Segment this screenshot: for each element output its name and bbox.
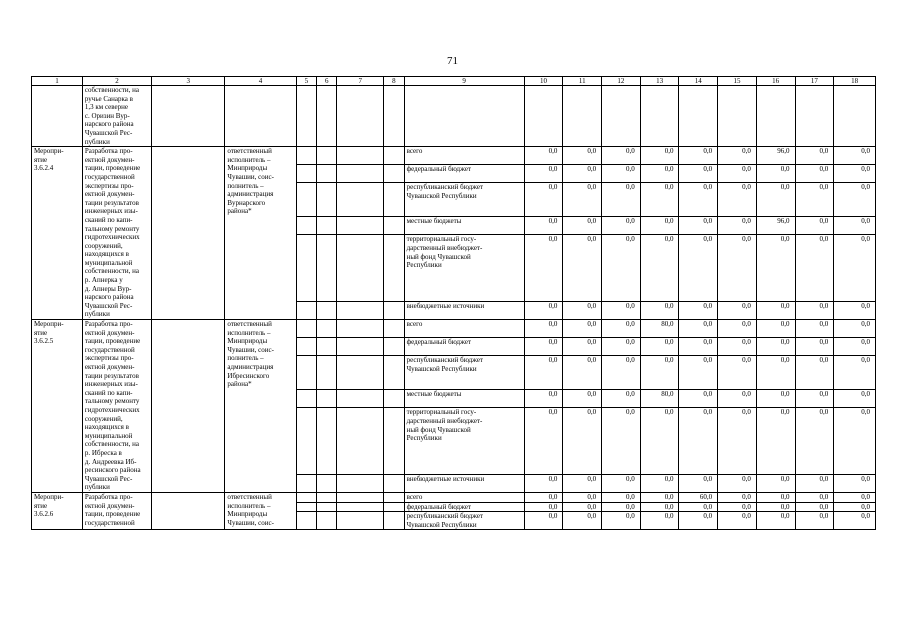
empty-cell	[384, 217, 404, 235]
empty-cell	[296, 183, 316, 217]
amount-cell: 0,0	[679, 356, 718, 390]
empty-cell	[404, 86, 524, 147]
funding-source: федеральный бюджет	[404, 338, 524, 356]
amount-cell: 0,0	[640, 408, 679, 475]
amount-cell: 0,0	[640, 301, 679, 319]
column-number-cell: 15	[718, 77, 757, 86]
amount-cell: 0,0	[524, 235, 563, 302]
amount-cell: 0,0	[640, 512, 679, 530]
budget-table	[31, 76, 876, 530]
amount-cell: 0,0	[795, 356, 834, 390]
amount-cell: 0,0	[756, 356, 795, 390]
measure-executor: ответственный исполнитель – Минприроды Чувашии, соис- полнитель – администрация Вурнарского района*	[225, 147, 296, 320]
amount-cell: 0,0	[602, 147, 641, 165]
amount-cell: 0,0	[563, 301, 602, 319]
amount-cell: 0,0	[718, 183, 757, 217]
empty-cell	[337, 217, 384, 235]
amount-cell: 0,0	[834, 474, 876, 492]
column-number-cell: 16	[756, 77, 795, 86]
amount-cell: 0,0	[718, 147, 757, 165]
empty-cell	[296, 356, 316, 390]
amount-cell: 0,0	[834, 320, 876, 338]
empty-cell	[384, 165, 404, 183]
measure-row	[32, 320, 876, 338]
empty-cell	[834, 86, 876, 147]
amount-cell: 0,0	[756, 492, 795, 502]
amount-cell: 0,0	[679, 235, 718, 302]
amount-cell: 0,0	[795, 147, 834, 165]
amount-cell: 0,0	[679, 338, 718, 356]
empty-cell	[337, 390, 384, 408]
page-number: 71	[447, 55, 458, 67]
empty-cell	[296, 165, 316, 183]
amount-cell: 0,0	[795, 217, 834, 235]
amount-cell: 0,0	[679, 408, 718, 475]
funding-source: местные бюджеты	[404, 390, 524, 408]
column-number-cell: 14	[679, 77, 718, 86]
amount-cell: 0,0	[795, 165, 834, 183]
empty-cell	[225, 86, 296, 147]
empty-cell	[337, 492, 384, 502]
empty-cell	[317, 408, 337, 475]
funding-source: всего	[404, 492, 524, 502]
amount-cell: 0,0	[640, 492, 679, 502]
amount-cell: 0,0	[563, 320, 602, 338]
empty-cell	[337, 338, 384, 356]
amount-cell: 0,0	[679, 502, 718, 512]
empty-cell	[152, 320, 225, 493]
amount-cell: 0,0	[679, 390, 718, 408]
empty-cell	[337, 474, 384, 492]
column-number-cell: 6	[317, 77, 337, 86]
empty-cell	[296, 474, 316, 492]
amount-cell: 0,0	[679, 183, 718, 217]
column-number-cell: 8	[384, 77, 404, 86]
empty-cell	[337, 147, 384, 165]
amount-cell: 0,0	[718, 492, 757, 502]
empty-cell	[296, 492, 316, 502]
amount-cell: 0,0	[563, 492, 602, 502]
empty-cell	[602, 86, 641, 147]
amount-cell: 0,0	[563, 408, 602, 475]
amount-cell: 0,0	[524, 217, 563, 235]
amount-cell: 0,0	[602, 512, 641, 530]
empty-cell	[337, 235, 384, 302]
amount-cell: 0,0	[602, 474, 641, 492]
empty-cell	[317, 165, 337, 183]
empty-cell	[296, 235, 316, 302]
empty-cell	[384, 301, 404, 319]
column-number-cell: 3	[152, 77, 225, 86]
column-number-cell: 12	[602, 77, 641, 86]
measure-executor: ответственный исполнитель – Минприроды Чувашии, соис-	[225, 492, 296, 529]
amount-cell: 0,0	[524, 183, 563, 217]
amount-cell: 0,0	[795, 390, 834, 408]
empty-cell	[384, 502, 404, 512]
empty-cell	[317, 183, 337, 217]
empty-cell	[384, 356, 404, 390]
funding-source: внебюджетные источники	[404, 474, 524, 492]
empty-cell	[640, 86, 679, 147]
empty-cell	[296, 147, 316, 165]
empty-cell	[337, 86, 384, 147]
amount-cell: 0,0	[602, 502, 641, 512]
column-number-cell: 11	[563, 77, 602, 86]
amount-cell: 0,0	[524, 165, 563, 183]
empty-cell	[384, 338, 404, 356]
amount-cell: 0,0	[795, 502, 834, 512]
amount-cell: 0,0	[640, 502, 679, 512]
amount-cell: 0,0	[524, 147, 563, 165]
amount-cell: 0,0	[834, 390, 876, 408]
amount-cell: 0,0	[756, 183, 795, 217]
amount-cell: 0,0	[563, 356, 602, 390]
measure-description: Разработка про- ектной докумен- тации, проведение государственной экспертизы про- ектной докумен- тации результатов инженерных изы- сканий по капи- тальному ремонту гидротехнических сооружений, находящихся в муниципальной собственности, на р. Апнерка у д. Апнеры Вур- нарского района Чувашской Рес- публики	[82, 147, 151, 320]
amount-cell: 0,0	[795, 338, 834, 356]
amount-cell: 60,0	[679, 492, 718, 502]
amount-cell: 0,0	[834, 356, 876, 390]
empty-cell	[317, 235, 337, 302]
amount-cell: 0,0	[834, 512, 876, 530]
empty-cell	[384, 408, 404, 475]
empty-cell	[317, 320, 337, 338]
amount-cell: 0,0	[524, 502, 563, 512]
amount-cell: 0,0	[602, 492, 641, 502]
amount-cell: 0,0	[679, 165, 718, 183]
empty-cell	[337, 301, 384, 319]
amount-cell: 0,0	[756, 320, 795, 338]
funding-source: всего	[404, 320, 524, 338]
empty-cell	[337, 502, 384, 512]
amount-cell: 0,0	[834, 235, 876, 302]
amount-cell: 0,0	[640, 147, 679, 165]
measure-id: Меропри- ятие 3.6.2.6	[32, 492, 83, 529]
empty-cell	[795, 86, 834, 147]
empty-cell	[296, 390, 316, 408]
amount-cell: 0,0	[524, 301, 563, 319]
empty-cell	[152, 492, 225, 529]
amount-cell: 0,0	[640, 235, 679, 302]
empty-cell	[317, 338, 337, 356]
empty-cell	[384, 86, 404, 147]
empty-cell	[317, 356, 337, 390]
funding-source: федеральный бюджет	[404, 502, 524, 512]
amount-cell: 0,0	[756, 408, 795, 475]
amount-cell: 0,0	[834, 147, 876, 165]
amount-cell: 0,0	[795, 512, 834, 530]
empty-cell	[317, 217, 337, 235]
funding-source: территориальный госу- дарственный внебюджет- ный фонд Чувашской Республики	[404, 408, 524, 475]
amount-cell: 80,0	[640, 390, 679, 408]
amount-cell: 0,0	[834, 217, 876, 235]
column-number-cell: 9	[404, 77, 524, 86]
amount-cell: 0,0	[795, 235, 834, 302]
amount-cell: 0,0	[718, 356, 757, 390]
empty-cell	[384, 512, 404, 530]
amount-cell: 0,0	[679, 320, 718, 338]
amount-cell: 0,0	[718, 502, 757, 512]
amount-cell: 0,0	[679, 512, 718, 530]
amount-cell: 0,0	[524, 338, 563, 356]
amount-cell: 0,0	[602, 165, 641, 183]
amount-cell: 0,0	[602, 390, 641, 408]
column-number-cell: 18	[834, 77, 876, 86]
empty-cell	[718, 86, 757, 147]
amount-cell: 0,0	[563, 147, 602, 165]
amount-cell: 0,0	[718, 338, 757, 356]
amount-cell: 0,0	[834, 301, 876, 319]
empty-cell	[296, 320, 316, 338]
empty-cell	[384, 235, 404, 302]
empty-cell	[296, 512, 316, 530]
amount-cell: 0,0	[834, 338, 876, 356]
empty-cell	[317, 512, 337, 530]
empty-cell	[384, 390, 404, 408]
amount-cell: 0,0	[602, 235, 641, 302]
amount-cell: 0,0	[756, 512, 795, 530]
amount-cell: 0,0	[679, 147, 718, 165]
measure-description: Разработка про- ектной докумен- тации, проведение государственной экспертизы про- ектной докумен- тации результатов инженерных изы- сканий по капи- тальному ремонту гидротехнических сооружений, находящихся в муниципальной собственности, на р. Ибреска в д. Андреевка Иб- ресинского района Чувашской Рес- публики	[82, 320, 151, 493]
empty-cell	[384, 474, 404, 492]
amount-cell: 0,0	[524, 492, 563, 502]
amount-cell: 0,0	[602, 408, 641, 475]
empty-cell	[679, 86, 718, 147]
measure-id: Меропри- ятие 3.6.2.4	[32, 147, 83, 320]
empty-cell	[296, 408, 316, 475]
funding-source: федеральный бюджет	[404, 165, 524, 183]
amount-cell: 0,0	[524, 408, 563, 475]
column-number-cell: 4	[225, 77, 296, 86]
measure-row	[32, 492, 876, 502]
amount-cell: 0,0	[795, 474, 834, 492]
amount-cell: 0,0	[834, 165, 876, 183]
empty-cell	[296, 301, 316, 319]
amount-cell: 0,0	[640, 165, 679, 183]
empty-cell	[563, 86, 602, 147]
amount-cell: 0,0	[795, 301, 834, 319]
amount-cell: 0,0	[640, 338, 679, 356]
amount-cell: 0,0	[602, 320, 641, 338]
empty-cell	[296, 86, 316, 147]
empty-cell	[317, 502, 337, 512]
funding-source: всего	[404, 147, 524, 165]
amount-cell: 0,0	[563, 512, 602, 530]
column-number-cell: 17	[795, 77, 834, 86]
amount-cell: 0,0	[795, 408, 834, 475]
amount-cell: 0,0	[524, 356, 563, 390]
amount-cell: 0,0	[563, 235, 602, 302]
amount-cell: 0,0	[563, 502, 602, 512]
amount-cell: 0,0	[834, 492, 876, 502]
empty-cell	[384, 320, 404, 338]
amount-cell: 0,0	[602, 356, 641, 390]
amount-cell: 0,0	[524, 320, 563, 338]
empty-cell	[337, 408, 384, 475]
amount-cell: 0,0	[602, 301, 641, 319]
amount-cell: 0,0	[834, 502, 876, 512]
amount-cell: 0,0	[718, 474, 757, 492]
measure-description: Разработка про- ектной докумен- тации, проведение государственной	[82, 492, 151, 529]
amount-cell: 0,0	[640, 474, 679, 492]
empty-cell	[317, 301, 337, 319]
funding-source: республиканский бюджет Чувашской Республики	[404, 512, 524, 530]
funding-source: республиканский бюджет Чувашской Республики	[404, 183, 524, 217]
amount-cell: 96,0	[756, 217, 795, 235]
amount-cell: 96,0	[756, 147, 795, 165]
empty-cell	[152, 86, 225, 147]
amount-cell: 0,0	[524, 474, 563, 492]
column-number-cell: 13	[640, 77, 679, 86]
empty-cell	[32, 86, 83, 147]
amount-cell: 0,0	[718, 390, 757, 408]
amount-cell: 0,0	[834, 183, 876, 217]
empty-cell	[296, 217, 316, 235]
amount-cell: 0,0	[718, 165, 757, 183]
amount-cell: 0,0	[563, 217, 602, 235]
amount-cell: 0,0	[834, 408, 876, 475]
empty-cell	[317, 474, 337, 492]
amount-cell: 0,0	[563, 390, 602, 408]
empty-cell	[152, 147, 225, 320]
measure-executor: ответственный исполнитель – Минприроды Чувашии, соис- полнитель – администрация Ибресинского района*	[225, 320, 296, 493]
empty-cell	[384, 492, 404, 502]
amount-cell: 0,0	[718, 320, 757, 338]
empty-cell	[337, 183, 384, 217]
amount-cell: 0,0	[679, 301, 718, 319]
empty-cell	[384, 183, 404, 217]
amount-cell: 0,0	[640, 356, 679, 390]
amount-cell: 0,0	[602, 217, 641, 235]
funding-source: местные бюджеты	[404, 217, 524, 235]
empty-cell	[317, 86, 337, 147]
amount-cell: 0,0	[718, 235, 757, 302]
amount-cell: 0,0	[718, 301, 757, 319]
empty-cell	[317, 390, 337, 408]
amount-cell: 0,0	[718, 408, 757, 475]
column-number-cell: 5	[296, 77, 316, 86]
continuation-description: собственности, на ручье Санарка в 1,3 км северне с. Оризин Вур- нарского района Чувашской Рес- публики	[82, 86, 151, 147]
column-number-row	[32, 77, 876, 86]
amount-cell: 0,0	[563, 474, 602, 492]
amount-cell: 0,0	[756, 165, 795, 183]
amount-cell: 0,0	[795, 320, 834, 338]
column-number-cell: 7	[337, 77, 384, 86]
funding-source: республиканский бюджет Чувашской Республики	[404, 356, 524, 390]
empty-cell	[337, 320, 384, 338]
empty-cell	[337, 165, 384, 183]
amount-cell: 0,0	[563, 165, 602, 183]
measure-id: Меропри- ятие 3.6.2.5	[32, 320, 83, 493]
amount-cell: 0,0	[679, 217, 718, 235]
amount-cell: 0,0	[718, 512, 757, 530]
amount-cell: 0,0	[756, 474, 795, 492]
amount-cell: 0,0	[524, 390, 563, 408]
amount-cell: 0,0	[718, 217, 757, 235]
amount-cell: 80,0	[640, 320, 679, 338]
empty-cell	[296, 502, 316, 512]
amount-cell: 0,0	[524, 512, 563, 530]
column-number-cell: 1	[32, 77, 83, 86]
empty-cell	[296, 338, 316, 356]
empty-cell	[756, 86, 795, 147]
continuation-row	[32, 86, 876, 147]
measure-row	[32, 147, 876, 165]
column-number-cell: 10	[524, 77, 563, 86]
funding-source: внебюджетные источники	[404, 301, 524, 319]
amount-cell: 0,0	[756, 338, 795, 356]
amount-cell: 0,0	[640, 217, 679, 235]
amount-cell: 0,0	[795, 183, 834, 217]
amount-cell: 0,0	[795, 492, 834, 502]
empty-cell	[337, 512, 384, 530]
empty-cell	[317, 492, 337, 502]
amount-cell: 0,0	[563, 183, 602, 217]
empty-cell	[524, 86, 563, 147]
amount-cell: 0,0	[679, 474, 718, 492]
empty-cell	[337, 356, 384, 390]
amount-cell: 0,0	[756, 502, 795, 512]
amount-cell: 0,0	[756, 235, 795, 302]
column-number-cell: 2	[82, 77, 151, 86]
empty-cell	[317, 147, 337, 165]
amount-cell: 0,0	[563, 338, 602, 356]
empty-cell	[384, 147, 404, 165]
amount-cell: 0,0	[602, 338, 641, 356]
funding-source: территориальный госу- дарственный внебюджет- ный фонд Чувашской Республики	[404, 235, 524, 302]
amount-cell: 0,0	[756, 301, 795, 319]
amount-cell: 0,0	[602, 183, 641, 217]
amount-cell: 0,0	[640, 183, 679, 217]
amount-cell: 0,0	[756, 390, 795, 408]
